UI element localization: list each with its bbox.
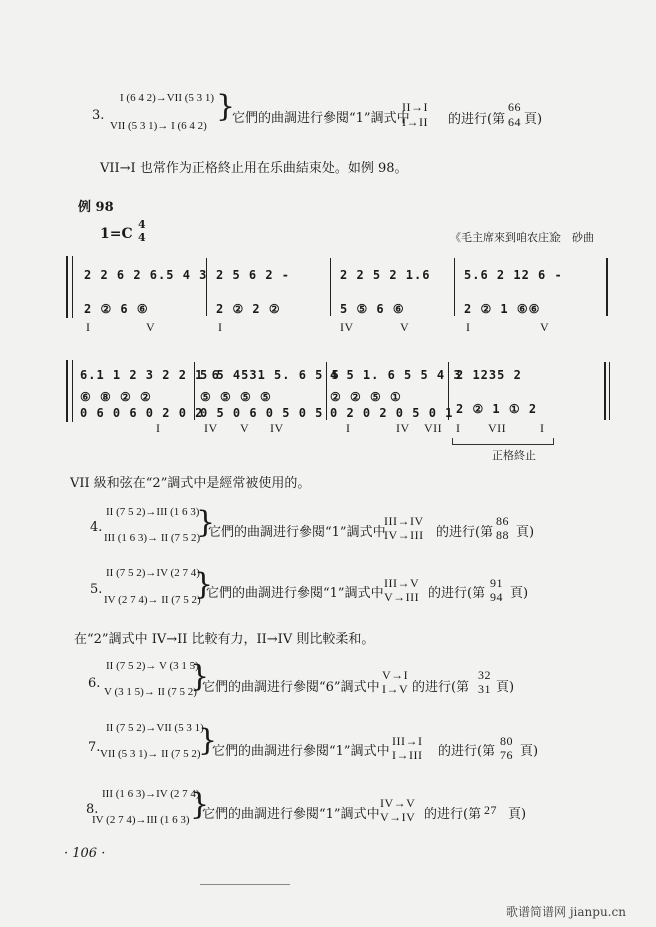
chord-line-1: II (7 5 2)→VII (5 3 1) [106,722,204,734]
roman-numeral: I [466,320,471,334]
roman-numeral: IV [270,421,284,435]
cadence-bracket [452,438,554,445]
system-bracket [66,256,68,318]
chord-line-1: III (1 6 3)→IV (2 7 4) [102,788,200,800]
chord-line-2: IV (2 7 4)→III (1 6 3) [92,814,190,826]
roman-numeral: I [456,421,461,435]
chord-line-2: V (3 1 5)→ II (7 5 2) [104,686,197,698]
watermark: 歌谱简谱网 jianpu.cn [506,905,626,919]
chord-line-2: VII (5 3 1)→ I (6 4 2) [110,120,207,132]
time-signature-top: 4 [138,218,146,231]
bass-measure-lower: 0 6 0 6 0 2 0 2 [80,406,204,420]
ref-prefix: 的进行(第 [428,586,486,601]
barline [206,258,207,316]
chord-line-1: II (7 5 2)→ V (3 1 5) [106,660,199,672]
progression-bottom: I→III [392,748,423,762]
chord-line-1: I (6 4 2)→VII (5 3 1) [120,92,215,104]
chord-line-1: II (7 5 2)→IV (2 7 4) [106,567,200,579]
roman-numeral: IV [396,421,410,435]
chord-line-2: III (1 6 3)→ II (7 5 2) [104,532,201,544]
melody-measure: 4 5 1. 6 5 5 4 3 [330,368,462,382]
sentence-cadence: VII→I 也常作为正格終止用在乐曲結束处。如例 98。 [100,161,408,176]
ref-page-top: 91 [490,576,503,590]
bass-measure-upper: ② ② ⑤ ① [330,390,402,404]
page-number: · 106 · [64,846,106,861]
system-bracket [66,360,68,422]
bass-measure-upper: ⑥ ⑧ ② ② [80,390,152,404]
progression-top: III→I [392,734,423,748]
ref-page-bottom: 88 [496,528,509,542]
sentence-comparison: 在“2”調式中 IV→II 比較有力，II→IV 則比較柔和。 [74,632,375,647]
ref-suffix: 頁) [516,525,535,540]
brace-icon: } [198,723,218,758]
roman-numeral: V [146,320,156,334]
ref-suffix: 頁) [496,680,515,695]
chord-line-2: IV (2 7 4)→ II (7 5 2) [104,594,201,606]
roman-numeral: IV [204,421,218,435]
ref-suffix: 頁) [524,112,543,127]
example-number: 4. [90,520,103,535]
roman-numeral: V [240,421,250,435]
ref-page-bottom: 31 [478,682,491,696]
ref-suffix: 頁) [520,744,539,759]
ref-suffix: 頁) [510,586,529,601]
bass-measure-upper: 2 ② 1 ① 2 [456,402,538,416]
roman-numeral: I [540,421,545,435]
brace-icon: } [216,89,236,124]
composer: 金 砂曲 [550,231,594,244]
progression-bottom: V→III [384,590,420,604]
melody-measure: 2 5 6 2 - [216,268,291,282]
example-number: 5. [90,582,103,597]
progression-top: IV→V [380,796,416,810]
roman-numeral: VII [424,421,443,435]
brace-icon: } [194,567,214,602]
barline [604,362,606,420]
roman-numeral: IV [340,320,354,334]
ref-prefix: 的进行(第 [438,744,496,759]
example-number: 6. [88,676,101,691]
ref-page-bottom: 94 [490,590,503,604]
ref-prefix: 的进行(第 [424,807,482,822]
brace-icon: } [196,505,216,540]
bass-measure: 5 ⑤ 6 ⑥ [340,302,405,316]
example-description: 它們的曲調进行參閱“1”調式中 [232,111,410,126]
melody-measure: 2 2 6 2 6.5 4 3 [84,268,208,282]
roman-numeral: I [346,421,351,435]
bass-measure: 2 ② 6 ⑥ [84,302,149,316]
time-signature-bottom: 4 [138,231,146,244]
progression-bottom: V→IV [380,810,416,824]
ref-prefix: 的进行(第 [436,525,494,540]
bass-measure-lower: 0 2 0 2 0 5 0 1 [330,406,454,420]
progression-bottom: I→V [382,682,409,696]
ref-page-top: 86 [496,514,509,528]
key-signature: 1=C [100,226,133,242]
barline [330,258,331,316]
chord-line-2: VII (5 3 1)→ II (7 5 2) [100,748,201,760]
example-number: 8. [86,802,99,817]
example-description: 它們的曲調进行參閱“6”調式中 [202,680,380,695]
bass-measure: 2 ② 1 ⑥⑥ [464,302,541,316]
roman-numeral: I [156,421,161,435]
progression-top: II→I [402,100,428,114]
brace-icon: } [190,787,210,822]
bass-measure-upper: ⑤ ⑤ ⑤ ⑤ [200,390,272,404]
ref-suffix: 頁) [508,807,527,822]
ref-page-bottom: 76 [500,748,513,762]
melody-measure: 5.6 2 12 6 - [464,268,563,282]
example-description: 它們的曲調进行參閱“1”調式中 [208,525,386,540]
ref-page-top: 32 [478,668,491,682]
roman-numeral: I [86,320,91,334]
brace-icon: } [190,659,210,694]
barline [606,258,608,316]
bass-measure: 2 ② 2 ② [216,302,281,316]
melody-measure: 6.1 1 2 3 2 2 1 6 [80,368,220,382]
example-number: 3. [92,108,105,123]
chord-line-1: II (7 5 2)→III (1 6 3) [106,506,200,518]
ref-page-top: 80 [500,734,513,748]
example-description: 它們的曲調进行參閱“1”調式中 [212,744,390,759]
roman-numeral: VII [488,421,507,435]
progression-top: III→V [384,576,420,590]
progression-top: III→IV [384,514,424,528]
example-description: 它們的曲調进行參閱“1”調式中 [202,807,380,822]
melody-measure: 2 2 5 2 1.6 [340,268,431,282]
example-number: 7. [88,740,101,755]
sentence-vii: VII 級和弦在“2”調式中是經常被使用的。 [70,476,311,491]
progression-bottom: IV→III [384,528,424,542]
roman-numeral: V [540,320,550,334]
ref-page-bottom: 64 [508,115,521,129]
ref-page-top: 27 [484,803,497,817]
ref-prefix: 的进行(第 [448,112,506,127]
ref-prefix: 的进行(第 [412,680,470,695]
bass-measure-lower: 0 5 0 6 0 5 0 5 [200,406,324,420]
progression-bottom: I→II [402,115,428,129]
roman-numeral: V [400,320,410,334]
melody-measure: 5 5 4531 5. 6 5 5 [200,368,340,382]
divider [200,884,290,885]
progression-top: V→I [382,668,409,682]
barline [454,258,455,316]
cadence-label: 正格終止 [492,449,536,462]
song-title: 《毛主席來到咱农庄》 [450,231,560,244]
melody-measure: 2 1235 2 [456,368,522,382]
example-label: 例 98 [78,200,114,215]
roman-numeral: I [218,320,223,334]
example-description: 它們的曲調进行參閱“1”調式中 [206,586,384,601]
ref-page-top: 66 [508,100,521,114]
